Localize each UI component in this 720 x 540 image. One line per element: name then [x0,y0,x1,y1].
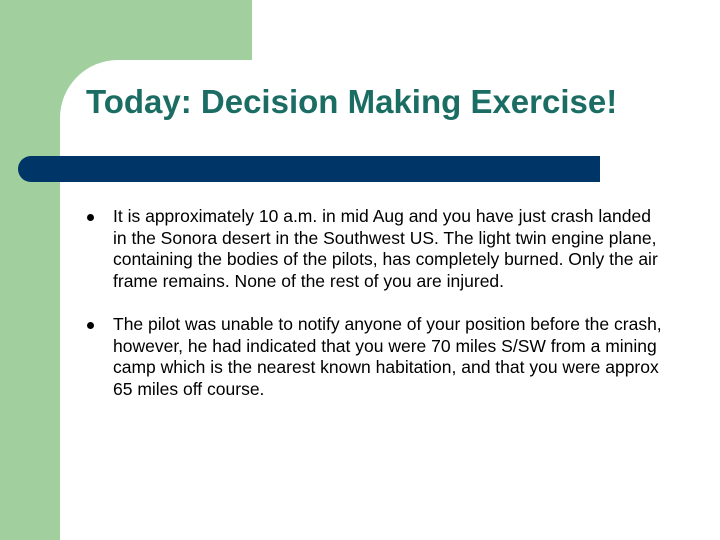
slide-title: Today: Decision Making Exercise! [86,83,618,120]
bullet-text: The pilot was unable to notify anyone of your position before the crash, however, he had indicated that you were 70 miles S/SW from a mining camp which is the nearest known habitation, and that you were approx 65 miles off course. [113,313,662,399]
title-underline-bar [18,156,600,182]
bullet-item-crash-situation [86,206,666,293]
bullet-text: It is approximately 10 a.m. in mid Aug and you have just crash landed in the Sonora desert in the Southwest US. The light twin engine plane, containing the bodies of the pilots, has completely burned. Only the air frame remains. None of the rest of you are injured. [113,206,658,292]
bullet-dot-icon [87,214,94,221]
bullet-dot-icon [87,322,94,329]
bullet-list [86,206,666,422]
bullet-item-pilot-position [86,314,666,401]
